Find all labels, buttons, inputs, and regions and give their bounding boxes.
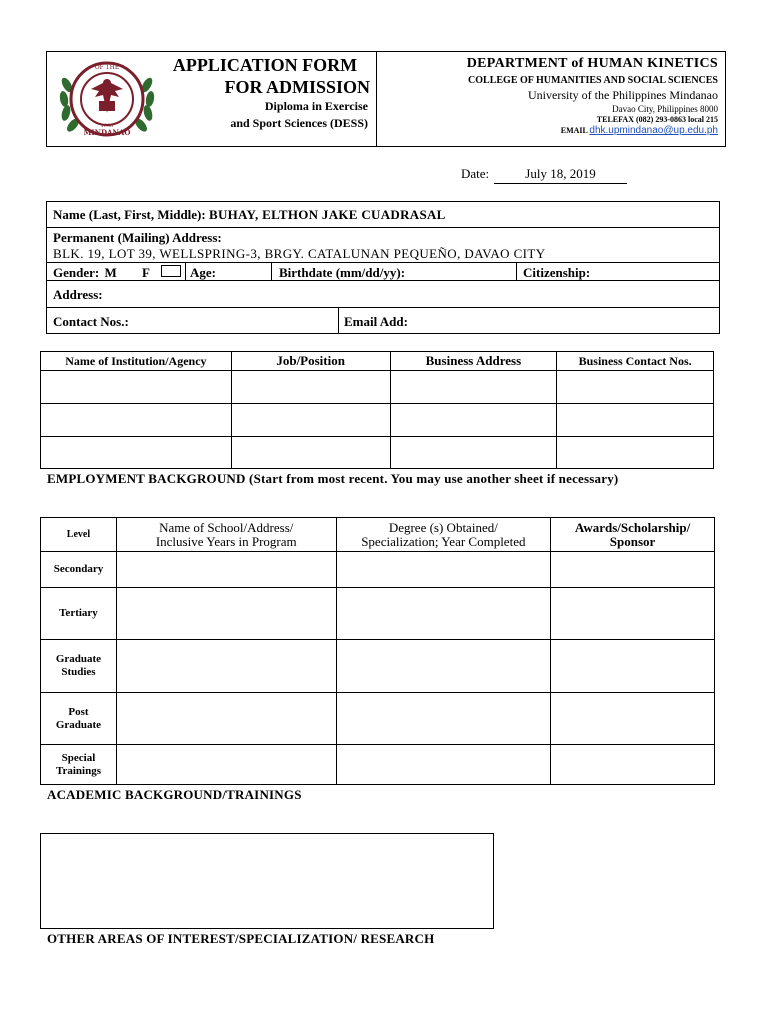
name-value: BUHAY, ELTHON JAKE CUADRASAL xyxy=(208,207,446,222)
citizenship-label[interactable]: Citizenship: xyxy=(523,265,591,280)
table-cell[interactable] xyxy=(390,437,557,469)
date-label: Date: xyxy=(461,166,490,181)
table-row xyxy=(41,693,715,745)
mailing-address-value[interactable]: BLK. 19, LOT 39, WELLSPRING-3, BRGY. CATALUNAN PEQUEÑO, DAVAO CITY xyxy=(53,246,546,261)
table-cell[interactable] xyxy=(336,552,551,588)
table-cell[interactable] xyxy=(336,745,551,785)
level-graduate-studies xyxy=(41,640,117,693)
table-cell[interactable] xyxy=(116,588,336,640)
telefax-value: (082) 293-0863 local 215 xyxy=(636,115,718,124)
gender-field[interactable] xyxy=(53,265,150,281)
table-cell[interactable] xyxy=(390,371,557,404)
academic-header-row xyxy=(41,518,715,552)
table-cell[interactable] xyxy=(557,371,714,404)
level-post-graduate xyxy=(41,693,117,745)
table-cell[interactable] xyxy=(336,640,551,693)
level-label: Post xyxy=(68,705,89,718)
table-cell[interactable] xyxy=(551,588,715,640)
level-label: Graduate xyxy=(55,718,102,731)
row-divider xyxy=(46,262,720,263)
col-divider xyxy=(516,262,517,280)
level-special-trainings xyxy=(41,745,117,785)
table-cell[interactable] xyxy=(116,693,336,745)
header-divider xyxy=(376,51,377,147)
academic-header-degree-line1: Degree (s) Obtained/ xyxy=(388,519,498,535)
col-divider xyxy=(271,262,272,280)
table-cell[interactable] xyxy=(116,745,336,785)
level-label: Graduate xyxy=(55,653,102,665)
employment-header-address: Business Address xyxy=(390,352,557,371)
table-cell[interactable] xyxy=(336,588,551,640)
table-cell[interactable] xyxy=(557,437,714,469)
table-row xyxy=(41,745,715,785)
level-label: Secondary xyxy=(53,563,104,575)
table-row xyxy=(41,640,715,693)
gender-m: M xyxy=(104,265,117,280)
table-cell[interactable] xyxy=(41,404,232,437)
row-divider xyxy=(46,307,720,308)
table-cell[interactable] xyxy=(41,371,232,404)
department-name: DEPARTMENT of HUMAN KINETICS xyxy=(466,56,718,71)
program-line2: and Sport Sciences (DESS) xyxy=(230,116,368,130)
table-row xyxy=(41,437,714,469)
date-text: July 18, 2019 xyxy=(525,166,596,181)
employment-table xyxy=(40,351,714,469)
table-row xyxy=(41,404,714,437)
seal-text-top: OF THE xyxy=(94,64,120,71)
employment-header-institution: Name of Institution/Agency xyxy=(41,352,232,371)
table-cell[interactable] xyxy=(551,693,715,745)
contact-label[interactable]: Contact Nos.: xyxy=(53,314,129,329)
academic-header-degree-line2: Specialization; Year Completed xyxy=(361,533,526,549)
level-secondary xyxy=(41,552,117,588)
email-link[interactable]: dhk.upmindanao@up.edu.ph xyxy=(589,125,718,136)
form-title-line1: APPLICATION FORM xyxy=(172,55,358,75)
employment-header-job: Job/Position xyxy=(231,352,390,371)
email-label: EMAIL xyxy=(560,126,588,135)
mailing-address-label: Permanent (Mailing) Address: xyxy=(53,230,222,245)
academic-header-awards-line2: Sponsor xyxy=(609,533,656,549)
table-cell[interactable] xyxy=(551,640,715,693)
employment-header-row xyxy=(41,352,714,371)
table-cell[interactable] xyxy=(41,437,232,469)
age-label[interactable]: Age: xyxy=(190,265,216,280)
academic-header-school-line1: Name of School/Address/ xyxy=(159,519,294,535)
gender-label: Gender: xyxy=(53,265,100,280)
academic-header-degree xyxy=(336,518,551,552)
table-row xyxy=(41,552,715,588)
address-label[interactable]: Address: xyxy=(53,287,103,302)
employment-header-contact: Business Contact Nos. xyxy=(557,352,714,371)
email-line xyxy=(380,125,718,136)
gender-f: F xyxy=(142,265,150,280)
table-cell[interactable] xyxy=(390,404,557,437)
academic-table xyxy=(40,517,715,785)
name-field[interactable] xyxy=(53,207,446,223)
level-label: Studies xyxy=(61,666,96,678)
employment-caption: EMPLOYMENT BACKGROUND (Start from most recent. You may use another sheet if necessary) xyxy=(47,471,619,486)
table-cell[interactable] xyxy=(231,437,390,469)
level-label: Tertiary xyxy=(59,607,98,619)
seal-year: 1908 xyxy=(100,123,114,129)
college-name: COLLEGE OF HUMANITIES AND SOCIAL SCIENCES xyxy=(468,75,718,86)
university-address: Davao City, Philippines 8000 xyxy=(612,104,718,114)
academic-header-school xyxy=(116,518,336,552)
level-tertiary xyxy=(41,588,117,640)
academic-header-awards-line1: Awards/Scholarship/ xyxy=(574,519,691,535)
table-cell[interactable] xyxy=(551,552,715,588)
name-label: Name (Last, First, Middle): xyxy=(53,207,206,222)
form-title-line2: FOR ADMISSION xyxy=(224,77,370,97)
program-line1: Diploma in Exercise xyxy=(264,99,368,113)
row-divider xyxy=(46,227,720,228)
table-cell[interactable] xyxy=(336,693,551,745)
level-label: Special xyxy=(61,751,96,764)
table-cell[interactable] xyxy=(231,404,390,437)
col-divider xyxy=(338,307,339,334)
table-cell[interactable] xyxy=(557,404,714,437)
telefax-label: TELEFAX xyxy=(596,115,634,124)
academic-header-awards xyxy=(551,518,715,552)
birthdate-label[interactable]: Birthdate (mm/dd/yy): xyxy=(279,265,406,280)
telefax-line xyxy=(380,115,718,124)
interest-textbox[interactable] xyxy=(40,833,494,929)
level-label: Trainings xyxy=(55,764,101,777)
table-cell[interactable] xyxy=(231,371,390,404)
academic-caption: ACADEMIC BACKGROUND/TRAININGS xyxy=(47,787,302,802)
gender-f-checkbox[interactable] xyxy=(161,265,181,277)
table-cell[interactable] xyxy=(116,640,336,693)
university-name: University of the Philippines Mindanao xyxy=(528,88,718,102)
academic-header-level: Level xyxy=(41,518,117,552)
seal-text-bottom: MINDANAO xyxy=(83,128,131,137)
academic-header-school-line2: Inclusive Years in Program xyxy=(155,533,297,549)
email-add-label[interactable]: Email Add: xyxy=(344,314,408,329)
col-divider xyxy=(185,262,186,280)
date-value[interactable] xyxy=(494,166,627,184)
table-cell[interactable] xyxy=(116,552,336,588)
table-cell[interactable] xyxy=(551,745,715,785)
table-row xyxy=(41,371,714,404)
table-row xyxy=(41,588,715,640)
interest-caption: OTHER AREAS OF INTEREST/SPECIALIZATION/ RESEARCH xyxy=(47,931,435,946)
university-seal-logo xyxy=(55,55,159,143)
